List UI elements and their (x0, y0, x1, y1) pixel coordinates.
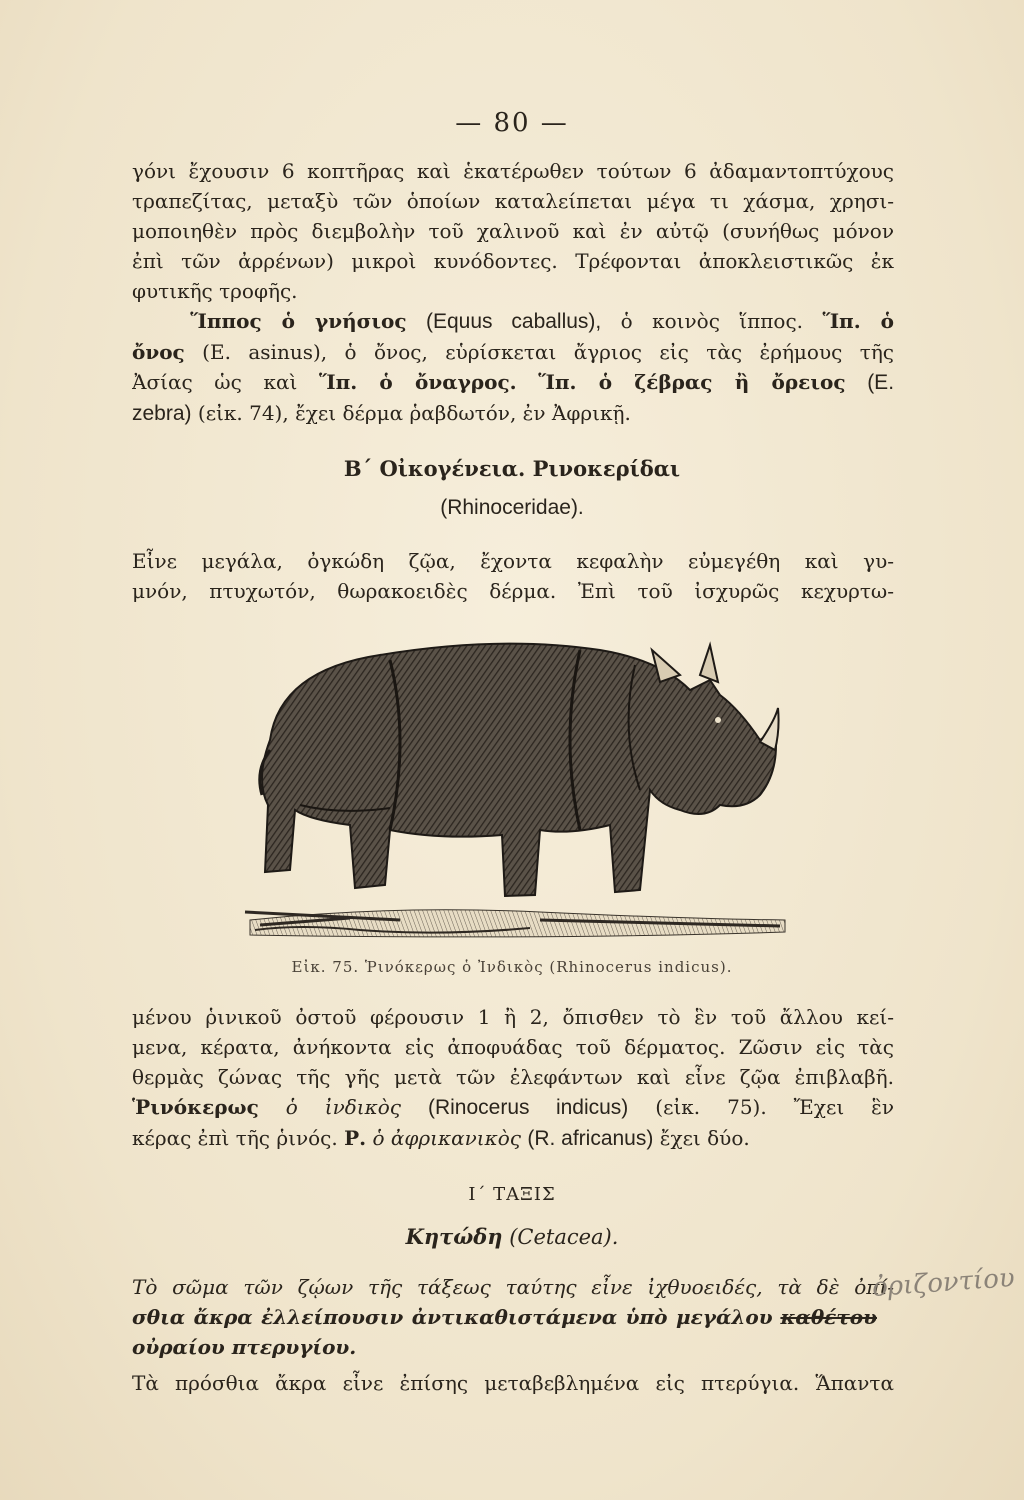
text: ὁ κοινὸς ἵππος. (620, 309, 804, 333)
text-line (132, 1092, 894, 1123)
text-line: μενα, κέρατα, ἀνήκοντα εἰς ἀποφυάδας τοῦ δέρματος. Ζῶσιν εἰς τὰς (132, 1035, 894, 1059)
species-name: Ἵπ. ὁ ὄναγρος. (318, 370, 517, 394)
paragraph-rhino-horns (132, 1002, 894, 1154)
text-line: οὐραίου πτερυγίου. (132, 1335, 357, 1359)
latin-name: (Equus caballus), (425, 310, 602, 333)
text: (εἰκ. 74), ἔχει δέρμα ῥαβδωτόν, ἐν Ἀφρικῇ. (197, 401, 631, 425)
text-line: Τὸ σῶμα τῶν ζῴων τῆς τάξεως ταύτης εἶνε ἰχθυοειδές, τὰ δὲ ὀπί- (132, 1275, 894, 1299)
text-line (132, 367, 894, 398)
text-line: ἐπὶ τῶν ἀρρένων) μικροὶ κυνόδοντες. Τρέφονται ἀποκλειστικῶς ἐκ (132, 249, 894, 273)
paragraph-cetacea-body (132, 1272, 894, 1362)
order-latin-name: (Cetacea). (509, 1225, 619, 1249)
family-heading: Β΄ Οἰκογένεια. Ρινοκερίδαι (343, 456, 681, 481)
species-name: ὄνος (132, 340, 185, 364)
paragraph-horse-species (132, 306, 894, 429)
species-name: Ἵπ. ὁ (822, 309, 894, 333)
latin-name: (E. (867, 371, 894, 394)
species-name: Ἵππος ὁ γνήσιος (190, 309, 407, 333)
species-epithet: ὁ ἰνδικὸς (285, 1095, 401, 1119)
text-line: Εἶνε μεγάλα, ὀγκώδη ζῷα, ἔχοντα κεφαλὴν εὐμεγέθη καὶ γυ- (132, 549, 894, 573)
latin-name: (Rinocerus indicus) (427, 1096, 629, 1119)
text-line: μοποιηθὲν πρὸς διεμβολὴν τοῦ χαλινοῦ καὶ ἐν αὐτῷ (συνήθως μόνον (132, 219, 894, 243)
text: (εἰκ. 75). Ἔχει ἓν (655, 1095, 894, 1119)
order-name: Κητώδη (405, 1224, 503, 1249)
figure-caption: Εἰκ. 75. Ῥινόκερως ὁ Ἰνδικὸς (Rhinocerus indicus). (291, 958, 733, 976)
text-line (132, 1302, 877, 1332)
text: (E. asinus), ὁ ὄνος, εὑρίσκεται ἄγριος εἰς τὰς ἐρήμους τῆς (202, 340, 894, 364)
rhinoceros-illustration (240, 620, 790, 950)
species-epithet: ὁ ἀφρικανικὸς (372, 1126, 521, 1150)
struck-word: καθέτου (780, 1305, 877, 1329)
text-line (132, 306, 894, 337)
text-line: μνόν, πτυχωτόν, θωρακοειδὲς δέρμα. Ἐπὶ τοῦ ἰσχυρῶς κεχυρτω- (132, 579, 894, 603)
handwritten-annotation: ὀριζοντίου (871, 1263, 1016, 1303)
text-line (132, 398, 894, 429)
paragraph-horse-teeth (132, 156, 894, 306)
text-line: μένου ῥινικοῦ ὀστοῦ φέρουσιν 1 ἢ 2, ὄπισθεν τὸ ἓν τοῦ ἄλλου κεί- (132, 1005, 894, 1029)
text-line: τραπεζίτας, μεταξὺ τῶν ὁποίων καταλείπεται μέγα τι χάσμα, χρησι- (132, 189, 894, 213)
text: κέρας ἐπὶ τῆς ῥινός. (132, 1126, 338, 1150)
order-heading: Ι΄ ΤΑΞΙΣ (468, 1184, 556, 1205)
text-line (132, 337, 894, 367)
text-line: Τὰ πρόσθια ἄκρα εἶνε ἐπίσης μεταβεβλημένα εἰς πτερύγια. Ἅπαντα (132, 1371, 894, 1395)
species-name: Ρ. (344, 1126, 367, 1150)
text-line: γόνι ἔχουσιν 6 κοπτῆρας καὶ ἑκατέρωθεν τούτων 6 ἀδαμαντοπτύχους (132, 159, 894, 183)
text: Ἀσίας ὡς καὶ (132, 370, 298, 394)
text: ἔχει δύο. (659, 1126, 750, 1150)
text-line: θερμὰς ζώνας τῆς γῆς μετὰ τῶν ἐλεφάντων καὶ εἶνε ζῷα ἐπιβλαβῆ. (132, 1065, 894, 1089)
latin-name: (R. africanus) (527, 1127, 654, 1150)
text-line (132, 1123, 894, 1154)
latin-name: zebra) (132, 402, 192, 425)
paragraph-rhino-description (132, 546, 894, 606)
page-number: — 80 — (455, 108, 569, 138)
paragraph-cetacea-limbs (132, 1368, 894, 1398)
text: σθια ἄκρα ἐλλείπουσιν ἀντικαθιστάμενα ὑπὸ μεγάλου (132, 1305, 773, 1329)
species-name: Ἵπ. ὁ ζέβρας ἢ ὄρειος (538, 370, 846, 394)
text-line: φυτικῆς τροφῆς. (132, 279, 298, 303)
species-name: Ῥινόκερως (132, 1095, 259, 1119)
order-title (0, 1224, 1024, 1249)
family-latin-name: (Rhinoceridae). (440, 496, 584, 519)
